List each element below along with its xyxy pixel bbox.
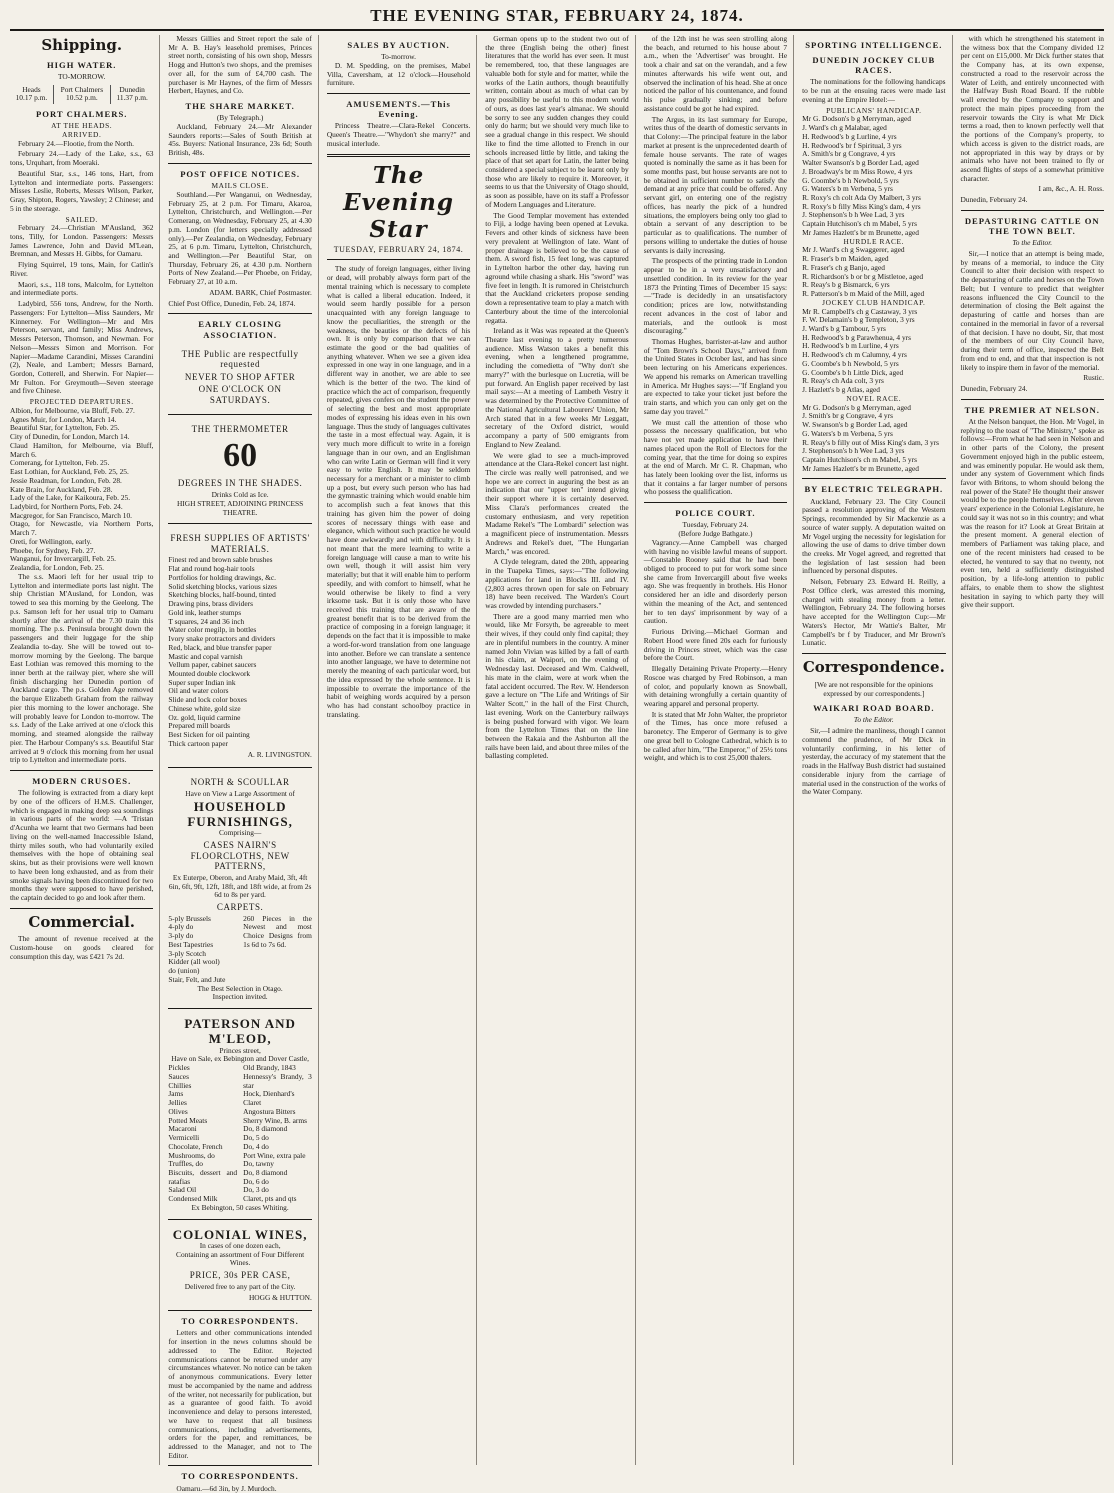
column-2: [168, 34, 318, 1493]
post-body: Southland.—Per Wanganui, on Wednesday, February 25, at 2 p.m. For Timaru, Akaroa, Lyttelton, Christchurch, and Wellington.—Per Comerang, on Wednesday, February 25, at 4.30 p.m. London (for letters specially addressed only).—Per Zealandia, on Wednesday, February 25, at 6 p.m. Timaru, Lyttelton, Christchurch, and Wellington.—Per Beautiful Star, on Thursday, February 26, at 4.30 p.m. Northern Ports of New Zealand.—Per Phoebe, on Friday, February 27, at 10 a.m.: [168, 189, 312, 287]
text-line: R. Reay's b filly out of Miss King's dam, 3 yrs: [802, 437, 940, 447]
text-line: Oz. gold, liquid carmine: [168, 712, 241, 722]
text-line: Drawing pins, brass dividers: [168, 599, 253, 609]
text-line: [We are not responsible for the opinions expressed by our correspondents.]: [814, 679, 934, 698]
colonial-wines-ad: [168, 1223, 311, 1312]
by-telegraph: (By Telegraph.): [216, 113, 264, 123]
text-line: Vermicelli: [168, 1133, 200, 1143]
divider: [802, 653, 945, 654]
divider: [644, 502, 787, 503]
text-line: H. Redwood's b g Parawhenua, 4 yrs: [802, 332, 911, 342]
text-line: NORTH & SCOULLAR: [190, 777, 290, 788]
text-line: Red, black, and blue transfer paper: [168, 642, 272, 652]
text-line: JOCKEY CLUB HANDICAP.: [822, 297, 926, 307]
text-line: J. Ward's ch g Malabar, aged: [802, 123, 887, 133]
text-line: Port Chalmers: [60, 84, 104, 94]
text-line: Pickles: [168, 1063, 190, 1073]
text-line: J. Broadway's br m Miss Rowe, 4 yrs: [802, 166, 913, 176]
crusoes-head: MODERN CRUSOES.: [32, 776, 132, 787]
text-line: In cases of one dozen each,: [199, 1241, 281, 1250]
divider: [327, 93, 470, 94]
text-line: The nominations for the following handicaps to be run at the ensuing races were made last evening at the Empire Hotel:—: [802, 77, 946, 104]
article-paragraph: There are a good many married men who would, like Mr Forsyth, be agreeable to meet their wives, if they could only find capital; they are in plentiful numbers in the country. A miner named John Vivian was killed by a fall of earth in his claim, at Waipori, on the evening of Wednesday last. Deceased and Wm. Caldwell, his mate in the claim, were at work when the fatal accident occurred. The Rev. W. Henderson gave a lecture on "The Life and Writings of Sir Walter Scott," in the hall of the First Church, last evening. Work on the Canterbury railways is being pushed forward with vigor. We learn from the Lyttelton Times that on the line between the Rakaia and the Ashburton all the rails have been laid, and about three miles of the ballasting completed.: [485, 611, 629, 761]
text-line: J. Ward's b g Tambour, 5 yrs: [802, 323, 886, 333]
text-line: Jams: [168, 1089, 184, 1099]
text-line: A. R. LIVINGSTON.: [247, 749, 312, 759]
divider: [327, 259, 470, 260]
correspondents-head: TO CORRESPONDENTS.: [181, 1316, 299, 1327]
text-line: CARPETS.: [216, 902, 264, 913]
text-line: R. Fraser's b m Maiden, aged: [802, 254, 889, 264]
list-item: Ladybird, for Northern Ports, Feb. 24.: [10, 502, 123, 512]
text-line: F. W. Delamain's b g Templeton, 3 yrs: [802, 315, 915, 325]
article-paragraph: The prospects of the printing trade in London appear to be in a very unsatisfactory and unsettled condition. In its review for the year 1873 the Printing Times of December 15 says:—"Trade is decidedly in an unsatisfactory condition; prices are low, notwithstanding recent advances in the cost of labor and materials, and the outlook is most discouraging.": [643, 256, 788, 336]
text-line: Mr J. Ward's ch g Swaggerer, aged: [802, 245, 905, 255]
text-line: NEVER TO SHOP AFTER: [184, 371, 296, 382]
text-line: Princes street,: [219, 1045, 261, 1055]
list-item: Beautiful Star, for Lyttelton, Feb. 25.: [10, 423, 120, 433]
text-line: HOUSEHOLD FURNISHINGS,: [187, 798, 293, 830]
crusoes-body: The following is extracted from a diary kept by one of the officers of H.M.S. Challenger, which is engaged in making deep sea soundings in various parts of the world: —A 'Tristan d'Acunha we learnt that two Germans had been living on the well-named Inaccessible Island, thirty miles south, who had voluntarily exiled themselves with the hope of obtaining seal skins, but as their provisions were well known to have been long exhausted, and as from their smoke signals having been discontinued for two months they were supposed to have perished, the captain decided to go and look after them.: [10, 788, 154, 902]
police-paragraph: It is stated that Mr John Walter, the proprietor of the Times, has once more refused a baronetcy. The Emperor of Germany is to give one great bell to Cologne Cathedral, which is to be called after him, "The Emperor," of 25½ tons weight, and which is to cost 25,000 thalers.: [643, 709, 788, 763]
text-line: Sauces: [168, 1071, 189, 1081]
post-sign: ADAM. BARK, Chief Postmaster.: [209, 287, 312, 297]
police-paragraph: Illegally Detaining Private Property.—Henry Roscoe was charged by Fred Robinson, a man of color, and popularly known as Snowball, with detaining wrongfully a certain quantity of wearing apparel and personal property.: [643, 664, 788, 709]
text-line: T squares, 24 and 36 inch: [168, 616, 245, 626]
text-line: Have on View a Large Assortment of: [185, 788, 295, 798]
text-line: J. Hazlett's b g Atlas, aged: [802, 385, 880, 395]
text-line: THE THERMOMETER: [191, 423, 289, 434]
projected-list: [10, 407, 153, 573]
police-court-head: POLICE COURT.: [675, 508, 756, 519]
text-line: Do, 8 diamond: [243, 1124, 288, 1134]
text-line: Oil and water colors: [168, 686, 229, 696]
paterson-ad: [168, 1012, 311, 1220]
column-4: [485, 35, 635, 1465]
list-item: Albion, for Melbourne, via Bluff, Feb. 27.: [10, 405, 135, 415]
text-line: To the Editor.: [853, 715, 894, 725]
tide-cell: [53, 85, 110, 104]
arrival-entry: Beautiful Star, s.s., 146 tons, Hart, from Lyttelton and intermediate ports. Passengers: Misses Leslie, Roberts, Messrs Wilson, Parker, Gray, Shipton, Rogers, Yawsley; 2 Chinese; and 5 in the steerage.: [10, 168, 154, 213]
text-line: Ex Euterpe, Oberon, and Araby Maid, 3ft, 4ft 6in, 6ft, 9ft, 12ft, 18ft, and 18ft wide, at from 2s 6d to 8s per yard.: [168, 872, 312, 900]
text-line: Hennessy's Brandy, 3 star: [243, 1071, 312, 1090]
text-line: Rustic.: [1083, 373, 1104, 383]
text-line: Dunedin, February 24.: [960, 195, 1028, 205]
text-line: Ivory snake protractors and dividers: [168, 634, 276, 644]
amusements-body: Princess Theatre.—Clara-Rekel Concerts. Queen's Theatre.—"Whydon't she marry?" and musical interlude.: [326, 121, 471, 148]
text-line: 260 Pieces in the Newest and most Choice Designs from 1s 6d to 7s 6d.: [243, 913, 312, 949]
text-line: G. Coombe's b h Little Dick, aged: [802, 367, 904, 377]
text-line: (Before Judge Bathgate.): [678, 529, 753, 539]
list-item: Kate Brain, for Auckland, Feb. 28.: [10, 484, 113, 494]
text-line: Walter Swanson's b g Border Lad, aged: [802, 158, 919, 168]
waikari-head: WAIKARI ROAD BOARD.: [813, 703, 935, 714]
text-line: Best Tapestries: [168, 939, 214, 949]
text-line: Dunedin, February 24.: [960, 383, 1028, 393]
column-6: [802, 35, 952, 1465]
port-title: PORT CHALMERS.: [36, 109, 128, 120]
masthead: THE EVENING STAR, FEBRUARY 24, 1874.: [10, 6, 1104, 31]
text-line: J. Stephenson's b h Wee Lad, 3 yrs: [802, 210, 905, 220]
text-line: Sir,—I notice that an attempt is being made, by means of a memorial, to induce the City Council to alter their decision with respect to the depasturing of cattle and horses on the Town Belt; but I venture to predict that weighter reasons influenced the City Council to the determination of closing the Belt against the depasturing of cattle and horses than are contained in the memorial in favor of a reversal of that decision. I have no doubt, Sir, that most of the members of our City Council have, during their term of office, inspected the Belt from end to end, and that that inspection is not likely to inspire them in favor of the memorial.: [960, 248, 1104, 372]
list-item: Comerang, for Lyttelton, Feb. 25.: [10, 458, 110, 468]
furnishings-ad: [168, 771, 311, 1009]
text-line: Super super Indian ink: [168, 677, 236, 687]
commercial-body: The amount of revenue received at the Custom-house on goods cleared for consumption this day, was £421 7s 2d.: [10, 934, 154, 961]
divider: [961, 399, 1104, 400]
divider: [168, 1465, 311, 1466]
text-line: Containing an assortment of Four Different Wines.: [176, 1249, 305, 1268]
correspondents-body: Letters and other communications intended for insertion in the news columns should be addressed to The Editor. Rejected communications cannot be returned under any circumstances whatever. No notice can be taken of anonymous communications. Every letter must be accompanied by the name and address of the writer, not necessarily for publication, but as a guarantee of good faith. To avoid inconvenience and delay to persons interested, we have to request that all business communications, including advertisements, orders for the paper, and remittances, be addressed to the Manager, and not to The Editor.: [168, 1328, 312, 1460]
mails-close: MAILS CLOSE.: [211, 181, 269, 191]
list-item: Claud Hamilton, for Melbourne, via Bluff, March 6.: [10, 440, 154, 459]
text-line: do (union): [168, 966, 200, 976]
text-line: 10.52 p.m.: [66, 93, 98, 103]
text-line: Macaroni: [168, 1124, 197, 1134]
text-line: H. Redwood's ch m Calumny, 4 yrs: [802, 350, 907, 360]
thermometer-ad: [168, 418, 311, 525]
sailed-entry: Flying Squirrel, 19 tons, Main, for Catlin's River.: [10, 260, 154, 278]
text-line: G. Waters's b m Verbena, 5 yrs: [802, 428, 893, 438]
article-paragraph: German opens up to the student two out of the three (English being the other) finest literatures that the world has ever seen. It must be remembered, too, that these languages are valuable both for style and for matter, while the works of the Latin authors, though beautifully written, contain about as much of what can by any possibility be useful to this modern world of ours, as does last year's almanac. We should be sorry to see any sudden changes they could only do harm; but we should very much like to see a gradual change in this respect. We should like to find the time allotted to French in our schools increased little by little, and taking the place of that set apart for Latin, the latter being considered a special subject to be learnt only by those who are likely to require it. Moreover, it seems to us that the University of Otago should, as soon as possible, have on its staff a Professor of Modern Languages and Literature.: [485, 34, 629, 209]
text-line: H. Redwood's b g Lurline, 4 yrs: [802, 131, 897, 141]
text-line: 3-ply do: [168, 931, 194, 941]
text-line: Drinks Cold as Ice.: [211, 490, 269, 500]
divider: [10, 908, 153, 909]
text-line: Thick cartoon paper: [168, 738, 228, 748]
text-line: 3-ply Scotch: [168, 948, 206, 958]
text-line: Ex Bebington, 50 cases Whiting.: [191, 1202, 289, 1212]
novel-list: [802, 404, 945, 474]
text-line: 10.17 p.m.: [15, 93, 48, 103]
text-line: 11.37 p.m.: [116, 93, 148, 103]
column-1: [10, 35, 160, 1465]
text-line: Slide and lock color boxes: [168, 695, 247, 705]
text-line: H. Redwood's b m Lurline, 4 yrs: [802, 341, 899, 351]
text-line: Sir,—I admire the manliness, though I cannot commend the prudence, of Mr Dick in voluntarily confirming, in his letter of yesterday, the accuracy of my statement that the roads in the Halfway Bush district had sustained considerable injury from the carriage of material used in the construction of the works of the Water Company.: [802, 726, 946, 797]
text-line: Flat and round hog-hair tools: [168, 564, 255, 574]
list-item: Otago, for Newcastle, via Northern Ports, March 7.: [10, 519, 154, 538]
list-item: East Lothian, for Auckland, Feb. 25, 25.: [10, 467, 129, 477]
text-line: Do, tawny: [243, 1159, 274, 1169]
text-line: Prepared mill boards: [168, 721, 230, 731]
divider: [168, 163, 311, 164]
cattle-head: DEPASTURING CATTLE ON THE TOWN BELT.: [964, 215, 1100, 237]
text-line: Have on Sale, ex Bebington and Dover Castle,: [171, 1054, 309, 1064]
text-line: Sketching blocks, half-bound, tinted: [168, 590, 276, 600]
text-line: NOVEL RACE.: [846, 393, 902, 403]
correspondence-title: Correspondence.: [802, 658, 945, 677]
text-line: Claret, pts and qts: [243, 1194, 297, 1204]
text-line: Do, 5 do: [243, 1133, 269, 1143]
article-paragraph: We must call the attention of those who possess the necessary qualification, but who have not yet made application to have their names placed upon the Roll of Electors for the coming year, that the time for doing so expires at the end of March. Mr C. R. Chapman, who has lately been looking over the list, informs us that it contains a far larger number of persons who possess the qualification.: [643, 417, 788, 497]
text-line: Biscuits, dessert and ratafias: [168, 1168, 238, 1186]
text-line: H. Redwood's br f Spiritual, 3 yrs: [802, 140, 902, 150]
text-line: I am, &c., A. H. Ross.: [1038, 184, 1104, 194]
text-line: Auckland, February 23. The City Council passed a resolution approving of the Western Springs, recommended by Sir Mackenzie as a source of water supply. A deputation waited on Mr Vogel urging the necessity for legislation for allowing the use of dams to drive timber down the creeks. Mr Vogel agreed, and regretted that the legislation of last session had been influenced by personal disputes.: [802, 496, 946, 576]
arrival-entry: February 24.—Flootie, from the North.: [18, 138, 134, 148]
text-line: Inspection invited.: [212, 992, 268, 1002]
text-line: Dunedin: [119, 84, 145, 94]
text-line: Hock, Dienhard's: [243, 1089, 295, 1099]
carpets-list: [168, 915, 311, 985]
commercial-title: Commercial.: [28, 912, 136, 931]
tide-cell: [110, 85, 153, 104]
arrival-entry: February 24.—Lady of the Lake, s.s., 63 tons, Urquhart, from Moeraki.: [10, 149, 154, 168]
police-paragraph: Furious Driving.—Michael Gorman and Robert Hood were fined 20s each for furiously driving in Princes street, which was the case before the Court.: [643, 627, 788, 663]
text-line: To-morrow.: [381, 52, 417, 62]
divider: [327, 154, 470, 157]
text-line: R. Reay's b g Bismarck, 6 yrs: [802, 280, 890, 290]
post-head: POST OFFICE NOTICES.: [180, 168, 301, 179]
list-item: Lady of the Lake, for Kaikoura, Feb. 25.: [10, 493, 131, 503]
article-paragraph: of the 12th inst he was seen strolling along the beach, and returned to his house about 7 a.m., when the 'Advertiser' was brought. He took a chair and sat on the verandah, and a few minutes afterwards his wife went out, and observed the inclination of his head. She at once noticed the pallor of his countenance, and found his pulse gradually sinking; and before assistance could be got he had expired.: [643, 34, 788, 113]
text-line: Mounted double clockwork: [168, 669, 251, 678]
auction-body: D. M. Spedding, on the premises, Mabel Villa, Caversham, at 12 o'clock—Household furniture.: [326, 60, 471, 88]
text-line: Mr G. Dodson's b g Merryman, aged: [802, 402, 911, 412]
text-line: Chocolate, French: [168, 1141, 223, 1151]
text-line: ONE O'CLOCK ON SATURDAYS.: [198, 384, 282, 406]
text-line: Gold ink, leather stumps: [168, 607, 242, 617]
correspondents-head-2: TO CORRESPONDENTS.: [181, 1471, 299, 1482]
text-line: Portfolios for holding drawings, &c.: [168, 572, 276, 582]
list-item: Zealandia, for London, Feb. 25.: [10, 563, 104, 573]
text-line: Angostura Bitters: [243, 1106, 296, 1116]
list-item: Agnes Muir, for London, March 14.: [10, 414, 117, 424]
tomorrow-label: TO-MORROW.: [57, 71, 106, 81]
text-line: HOGG & HUTTON.: [248, 1292, 312, 1302]
correspondents-body-2: Oamaru.—6d 3in, by J. Murdoch.: [176, 1483, 277, 1493]
text-line: R. Fraser's ch g Banjo, aged: [802, 262, 885, 272]
text-line: Mr G. Dodson's b g Merryman, aged: [802, 114, 911, 124]
text-line: Comprising—: [218, 828, 262, 838]
text-line: Do, 3 do: [243, 1185, 269, 1195]
text-line: Potted Meats: [168, 1115, 208, 1125]
sporting-head: SPORTING INTELLIGENCE.: [805, 40, 943, 50]
text-line: PRICE, 30s PER CASE,: [189, 1270, 291, 1281]
text-line: Mushrooms, do: [168, 1150, 215, 1160]
tide-table: [10, 85, 153, 104]
text-line: J. Stephenson's b h Wee Lad, 3 yrs: [802, 446, 905, 456]
article-paragraph: A Clyde telegram, dated the 20th, appearing in the Tuapeka Times, says:—"The following applications for land in Blocks III. and IV. (2,803 acres thrown open for sale on February 18) have been received. The Warden's Court was crowded by intending purchasers.": [485, 557, 629, 610]
divider: [10, 770, 153, 771]
list-item: City of Dunedin, for London, March 14.: [10, 432, 130, 442]
list-item: Jessie Readman, for London, Feb. 28.: [10, 475, 122, 485]
text-line: R. Richardson's b or br g Mistletoe, aged: [802, 271, 924, 281]
text-line: To the Editor.: [1012, 238, 1053, 248]
premier-head: THE PREMIER AT NELSON.: [964, 404, 1100, 415]
article-paragraph: The Good Templar movement has extended to Fiji, a lodge having been opened at Levuka. Fevers and other kinds of sickness have been very prevalent at Wellington of late. Want of proper drainage is believed to be the cause of them. A sword fish, 15 feet long, was captured in Lyttelton harbor the other day, having run aground while chasing a shark. His "sword" was five feet in length. It is rumored in Christchurch that the Auckland cricketers propose sending down a representative team to play a match with Canterbury about the time of the intercolonial regatta.: [485, 210, 629, 325]
text-line: FRESH SUPPLIES OF ARTISTS' MATERIALS.: [170, 533, 310, 554]
article-paragraph: We were glad to see a much-improved attendance at the Clara-Rekel concert last night. The circle was really well patronised, and we hope we are correct in auguring the best as an indication that our "upper ten" intend giving their support where it is certainly deserved. Miss Clara's performances created the customary enthusiasm, and very repetition Madame Rekel's "The Lombardi" selection was a magnificent piece of instrumentation. Messrs Andrews and Rekel's duet, "The Hungarian March," was encored.: [485, 450, 629, 556]
text-line: CASES NAIRN'S FLOORCLOTHS, NEW PATTERNS,: [190, 840, 290, 872]
text-line: At the Nelson banquet, the Hon. Mr Vogel, in replying to the toast of "The Ministry," spoke as follows:—From what he had seen in Nelson and in other parts of the Colony, the present Government enjoyed high in the public esteem, and was eminently popular. He would ask them, under any system of Government which finds favor with Britons, to whom should belong the real power of the State? He thought their answer would be to the people themselves. After eleven years' experience in the Colonial Legislature, he could say it was not so in this country; and what was the reason for it? Look at Great Britain at the present moment. A general election of members of Parliament was taking place, and one of the recent ministers had ceased to be elected, he ventured to say that no twenty, not even ten, held a sufficiently distinguished position, by a life-long attention to public affairs, to enable them to show the slightest hesitation in saying to which party they will give their support.: [960, 416, 1104, 610]
text-line: J. Smith's br g Congrave, 4 yrs: [802, 411, 893, 421]
text-line: Water color megilp, in bottles: [168, 625, 257, 635]
police-paragraph: Vagrancy.—Anne Campbell was charged with having no visible lawful means of support.—Constable Rooney said that he had been obliged to proceed to put for work some since she came from Invercargill about five weeks ago. She was frequently in brothels. His Honor considered her an idle and disorderly person within the meaning of the Act, and sentenced her to ten days' imprisonment by way of a caution.: [643, 537, 788, 626]
text-line: DEGREES IN THE SHADES.: [177, 478, 303, 489]
jockey-club-list: [802, 308, 945, 395]
tide-cell: [10, 85, 53, 104]
text-line: Chillies: [168, 1080, 192, 1090]
amusements-head: AMUSEMENTS.—This Evening.: [346, 99, 451, 120]
editorial-body: The study of foreign languages, either living or dead, will probably always form part of the mental training which is necessary to complete what is called a liberal education. Indeed, it would seem hardly possible for a person unacquainted with any foreign language to know the peculiarities, the strength or the weakness, the beauties or the defects of his own. It is only by comparison that we can estimate the good or the bad qualities of anything whatever. When we see a given idea expressed in one way in one language, and in a different way in another, we are able to see which is the better of the two. The kind of practice which the act of comparison, frequently repeated, gives confers on the student the power of selecting the best and most appropriate modes of expressing his ideas even in his own language. Thus the study of languages cultivates the taste in a most effectual way. Again, it is very much more difficult to write in a foreign language than in our own, and an Englishman who can write Latin or German will find it very easy to write English. It may be seldom necessary for a merchant or a minister to climb up a post, but every such person who has had the gymnastic training which would enable him to accomplish such a feat knows that this training has given him the power of doing scores of necessary things with ease and elegance, which without such practice he would have done awkwardly and with difficulty. It is not meant that the mere learning to write a foreign language will cause a man to write his own well, though it will assist him very materially; but that it will enable him to perform speedily, and with comfort to himself, what he would otherwise be likely to find a very irksome task. But it is only those who have received this training that are aware of the greatest benefit that is to be derived from the practice of composing in a foreign language; it depends on the fact that it is impossible to make a word-for-word translation from one language into another. Before we can translate a sentence into another language, we have to determine not merely the meaning of each particular word, but the idea expressed by the whole sentence. It is impossible to overrate the importance of the habit of weighing words acquired by a person who has had constant schoolboy practice in translating.: [326, 264, 471, 719]
thermometer-value: 60: [223, 437, 258, 475]
text-line: Do, 8 diamond: [243, 1168, 288, 1177]
hurdle-list: [802, 246, 945, 298]
text-line: PATERSON AND M'LEOD,: [184, 1016, 296, 1047]
text-line: Salad Oil: [168, 1185, 197, 1195]
text-line: Finest red and brown sable brushes: [168, 555, 273, 565]
projected-label: PROJECTED DEPARTURES.: [29, 397, 134, 407]
text-line: 5-ply Brussels: [168, 913, 211, 923]
list-item: Phoebe, for Sydney, Feb. 27.: [10, 545, 96, 555]
text-line: Claret: [243, 1098, 262, 1108]
text-line: Truffles, do: [168, 1159, 203, 1169]
text-line: R. Patterson's b m Maid of the Mill, aged: [802, 289, 925, 299]
dateline: TUESDAY, FEBRUARY 24, 1874.: [333, 244, 464, 254]
text-line: THE Public are respectfully requested: [181, 348, 299, 370]
divider: [961, 210, 1104, 211]
text-line: G. Waters's b m Verbena, 5 yrs: [802, 184, 893, 194]
text-line: R. Roxy's ch colt Ada Oy Malbert, 3 yrs: [802, 192, 921, 202]
divider: [802, 478, 945, 479]
shipping-body: The s.s. Maori left for her usual trip to Lyttelton and intermediate ports last night. The ship Christian M'Ausland, for London, was towed to sea this morning by the Geelong. The p.s. Samson left for her usual trip to Oamaru shortly after the arrival of the 7.30 train this morning. The p.s. Peninsula brought down the passengers and their luggage for the ship Zealandia to-day. She will be towed out to-morrow morning by the Geelong. The barque East Lothian was removed this morning to the inner berth at the railway pier, where she will finish discharging her Dunedin portion of Auckland cargo. The p.s. Golden Age removed the barque Elizabeth Graham from the railway pier this morning to the lower anchorage. She will probably leave for London to-morrow. The s.s. Lady of the Lake arrived at one o'clock this morning, and steamed alongside the railway pier. The Harbour Company's s.s. Beautiful Star arrived at 9 o'clock this morning from her usual trip to Lyttelton and intermediate ports.: [10, 571, 154, 765]
text-line: COLONIAL WINES,: [172, 1226, 308, 1242]
text-line: R. Roxy's b filly Miss King's dam, 4 yrs: [802, 201, 921, 211]
text-line: G. Coombe's b h Newbold, 5 yrs: [802, 358, 899, 368]
text-line: Captain Hutchison's ch m Mabel, 5 yrs: [802, 219, 917, 229]
list-item: Macgregor, for San Francisco, March 10.: [10, 510, 133, 520]
sale-report: Messrs Gillies and Street report the sale of Mr A. B. Hay's leasehold premises, Princes street north, consisting of his own shop, Messrs Hogg and Hutton's two shops, and the premises over all, for the sum of £4,700 cash. The purchaser is Mr Haynes, of the firm of Messrs Herbert, Haynes, and Co.: [168, 34, 312, 96]
sailed-entry: February 24.—Christian M'Ausland, 362 tons, Tilly, for London. Passengers: Messrs James Lawrence, John and David M'Lean, Bremnan, and Messrs H. Gibbs, for Oamaru.: [10, 223, 154, 259]
column-3: [327, 35, 477, 1465]
text-line: Solid sketching blocks, various sizes: [168, 581, 278, 591]
at-heads-label: AT THE HEADS.: [51, 121, 113, 131]
text-line: Stair, Felt, and Jute: [168, 974, 226, 984]
text-line: Sherry Wine, B. arms: [243, 1115, 307, 1125]
text-line: 4-ply do: [168, 922, 194, 932]
text-line: Port Wine, extra pale: [243, 1150, 306, 1160]
text-line: Tuesday, February 24.: [682, 520, 749, 530]
post-date: Chief Post Office, Dunedin, Feb. 24, 1874.: [168, 298, 296, 308]
text-line: Delivered free to any part of the City.: [184, 1281, 296, 1291]
shipping-title: Shipping.: [41, 36, 123, 54]
column-7: [961, 35, 1104, 1465]
text-line: Best Sicken for oil painting: [168, 730, 250, 740]
sailed-entry: Maori, s.s., 118 tons, Malcolm, for Lyttelton and intermediate ports.: [10, 279, 154, 298]
text-line: Mr James Hazlett's br m Brunette, aged: [802, 463, 919, 473]
column-5: [644, 35, 794, 1465]
text-line: Vellum paper, cabinet saucers: [168, 660, 257, 670]
text-line: HIGH STREET, ADJOINING PRINCESS THEATRE.: [176, 498, 304, 517]
text-line: Old Brandy, 1843: [243, 1063, 296, 1073]
article-paragraph: The Argus, in its last summary for Europe, writes thus of the dearth of domestic servants in that Colony:—The principal feature in the labor market at present is the unprecedented dearth of female house servants. The rate of wages quoted is nominally the same as it has been for some months past, but house servants are not to be obtained in sufficient number to satisfy the demand at any price that could be offered. Any servant girl, on entering one of the registry offices, has nearly the pick of a hundred situations, the employers being only too glad to obtain a servant of any description to be particular as to qualifications. The number of persons willing to undertake the duties of house servants is daily increasing.: [643, 114, 788, 255]
text-line: with which he strengthened his statement in the witness box that the Company divided 12 per cent on £15,000. Mr Dick further states that the Company has, at its own expense, constructed a road to the reservoir across the Water of Leith, and entirely unconnected with the Halfway Bush Road Board. If the rubble wall erected by the Company to support and protect the main pipes proceeding from the reservoir towards the City is what Mr Dick terms a road, then to known perfectly well that the portions of the Company's property, to which access is given to the district roads, are not appropriated in this way by drays or by animals who have not been trained to fly or ascend flights of steps of a somewhat primitive character.: [960, 34, 1104, 183]
text-line: PUBLICANS' HANDICAP.: [826, 105, 922, 115]
text-line: Chinese white, gold size: [168, 703, 241, 713]
sailed-entry: Ladybird, 556 tons, Andrew, for the North. Passengers: For Lyttelton—Miss Saunders, Mr Kinnerney. For Wellington—Mr and Mrs Peterson, servant, and family; Miss Andrews, Messrs Peterson, Thomson, and Newman. For Nelson—Messrs Simon and Morrison. For Napier—Madame Carandini, Misses Carandini (2), Neale, and Lambert; Messrs Barnard, Gordon, Cotterell, and Sherwin. For Napier—Mr Fulton. For Greymouth—Seven steerage and five Chinese.: [10, 299, 154, 396]
artists-ad: [168, 527, 311, 768]
text-line: Captain Hutchison's ch m Mabel, 5 yrs: [802, 455, 917, 464]
text-line: Mr James Hazlett's br m Brunette, aged: [802, 227, 919, 237]
article-paragraph: Ireland as it Was was repeated at the Queen's Theatre last evening to a pretty numerous audience. Miss Watson takes a benefit this evening, when a lengthened programme, including the comedietta of "Why don't she marry?" with the burlesque on Lucretia, will be put forward. An English paper received by last mail says:—At a meeting of Lambeth Vestry it was determined by the Protective Committee of the National Agricultural Labourers' Union, Mr Arch stated that in a few weeks Mr Leggatt, secretary of the Oxford district, would accompany a party of 500 emigrants from England to New Zealand.: [485, 326, 629, 449]
text-line: A. Smith's br g Congrave, 4 yrs: [802, 149, 896, 159]
share-head: THE SHARE MARKET.: [185, 101, 295, 112]
text-line: Heads: [22, 84, 41, 94]
text-line: Kidder (all wool): [168, 957, 220, 967]
high-water-title: HIGH WATER.: [47, 59, 117, 70]
sailed-label: SAILED.: [65, 214, 98, 224]
text-line: Mr R. Campbell's ch g Castaway, 3 yrs: [802, 306, 918, 316]
list-item: Oreti, for Wellington, early.: [10, 536, 92, 546]
early-closing-head: EARLY CLOSING ASSOCIATION.: [198, 319, 283, 340]
text-line: Do, 4 do: [243, 1141, 269, 1151]
arrived-label: ARRIVED.: [61, 129, 102, 139]
list-item: Wanganui, for Invercargill, Feb. 25.: [10, 554, 116, 564]
share-body: Auckland, February 24.—Mr Alexander Saunders reports:—Sales of South British at 45s. Buyers: National Insurance, 23s 6d; South British, 48s.: [168, 122, 312, 158]
publicans-list: [802, 115, 945, 237]
jockey-club-head: DUNEDIN JOCKEY CLUB RACES.: [812, 55, 936, 76]
text-line: G. Coombe's b h Newbold, 5 yrs: [802, 175, 899, 185]
telegraph-head: BY ELECTRIC TELEGRAPH.: [804, 484, 944, 495]
article-paragraph: Thomas Hughes, barrister-at-law and author of "Tom Brown's School Days," arrived from the United States in October last, and has since been lecturing on his Americans experiences. We append his remarks on American travelling in America. Mr Hughes says:—"If England you are expected to take your ticket just before the train starts, and which you can only get on the same day you travel.": [643, 336, 788, 416]
early-closing-ad: [168, 343, 311, 415]
text-line: R. Reay's ch Ada colt, 3 yrs: [802, 376, 884, 386]
text-line: Do, 6 do: [243, 1176, 269, 1186]
text-line: Olives: [168, 1106, 188, 1116]
text-line: HURDLE RACE.: [843, 236, 905, 246]
text-line: The Best Selection in Otago.: [197, 983, 283, 993]
text-line: W. Swanson's b g Border Lad, aged: [802, 420, 908, 430]
text-line: Nelson, February 23. Edward H. Reilly, a Post Office clerk, was arrested this morning, charged with stealing money from a letter. Wellington, February 24. The following horses have accepted for the Wellington Cup:—Mr Waters's Hector, Mr Wattie's Balter, Mr Campbell's br f by Traducer, and Mr Brown's Lunatic.: [802, 577, 946, 648]
text-line: Condensed Milk: [168, 1194, 218, 1204]
text-line: Jellies: [168, 1098, 187, 1108]
auction-head: SALES BY AUCTION.: [347, 40, 450, 50]
divider: [168, 313, 311, 314]
text-line: Mastic and copal varnish: [168, 651, 243, 661]
paper-title: The Evening Star: [343, 161, 454, 243]
columns: [10, 34, 1104, 1493]
